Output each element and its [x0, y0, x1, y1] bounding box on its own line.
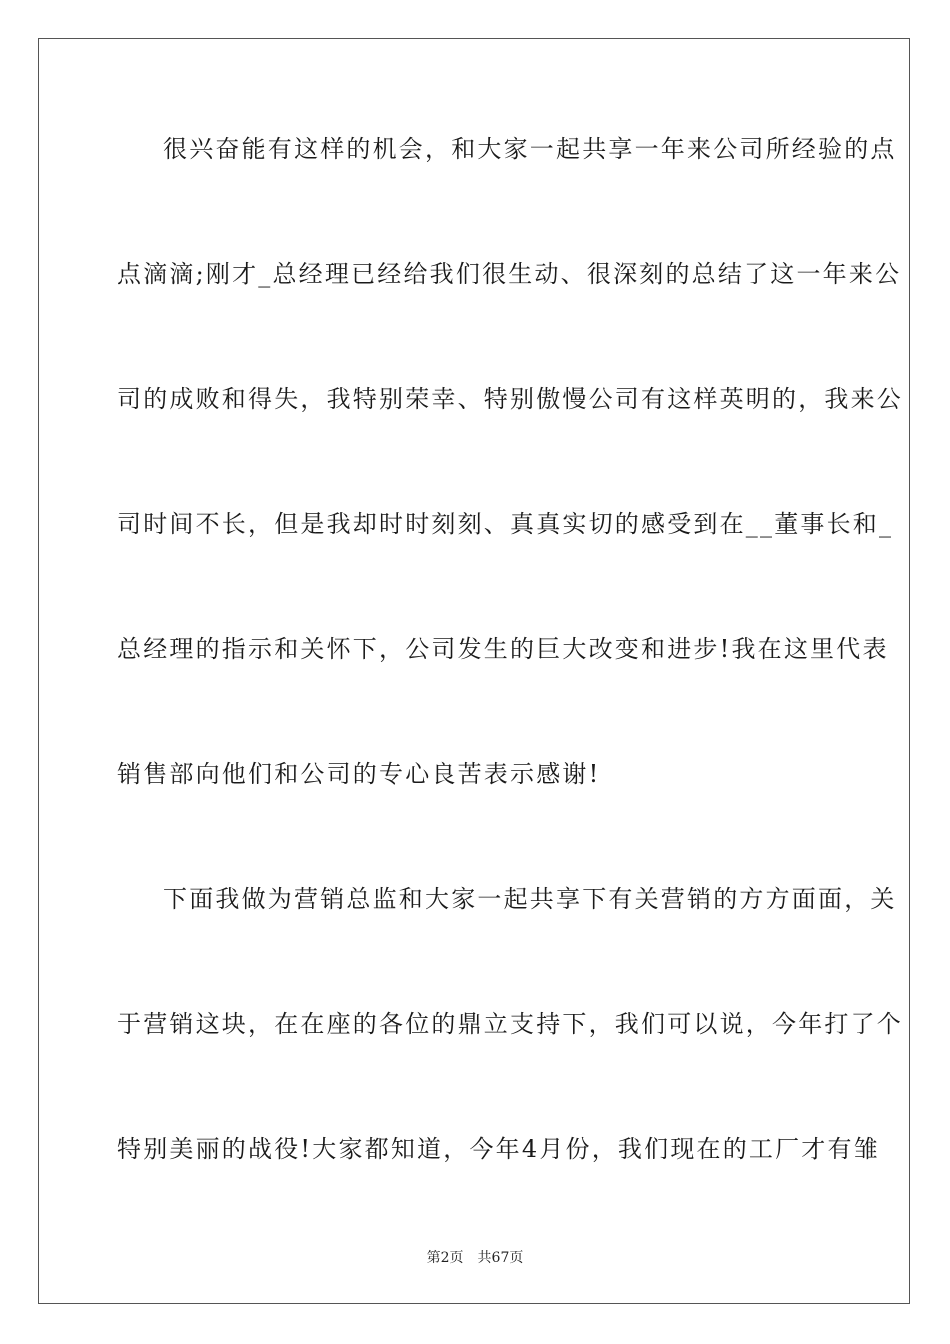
paragraph-line: 司的成败和得失，我特别荣幸、特别傲慢公司有这样英明的，我来公 [117, 385, 903, 413]
paragraph-line: 很兴奋能有这样的机会，和大家一起共享一年来公司所经验的点 [163, 135, 897, 163]
page-footer [0, 1249, 950, 1267]
page-number: 第2页 [426, 1250, 464, 1266]
paragraph-line: 总经理的指示和关怀下，公司发生的巨大改变和进步!我在这里代表 [117, 635, 889, 663]
paragraph-line: 销售部向他们和公司的专心良苦表示感谢! [117, 760, 601, 788]
paragraph-line: 于营销这块，在在座的各位的鼎立支持下，我们可以说，今年打了个 [117, 1010, 903, 1038]
paragraph-line: 下面我做为营销总监和大家一起共享下有关营销的方方面面，关 [163, 885, 897, 913]
page-border [38, 38, 910, 1304]
page-total: 共67页 [477, 1250, 524, 1266]
paragraph-line: 点滴滴;刚才_总经理已经给我们很生动、很深刻的总结了这一年来公 [117, 260, 902, 288]
paragraph-line: 特别美丽的战役!大家都知道，今年4月份，我们现在的工厂才有雏 [117, 1135, 880, 1163]
paragraph-line: 司时间不长，但是我却时时刻刻、真真实切的感受到在__董事长和_ [117, 510, 894, 538]
